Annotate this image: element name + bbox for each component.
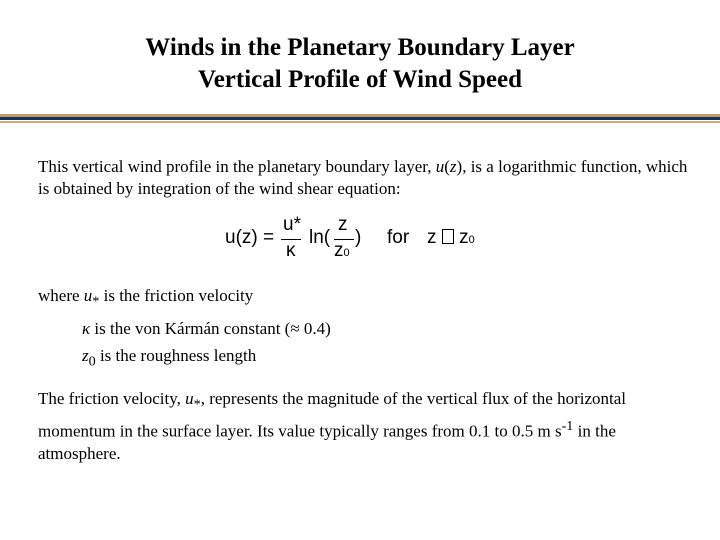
log-wind-equation <box>225 214 485 264</box>
title-line-1: Winds in the Planetary Boundary Layer <box>145 34 575 61</box>
eq-for: for <box>387 227 410 248</box>
eq-rparen: ) <box>355 227 362 248</box>
def-friction-velocity: where $u_*$ is the friction velocity <box>38 286 254 310</box>
divider-gold-lower <box>0 121 720 123</box>
def-von-karman: κ is the von Kármán constant (≈ 0.4) <box>82 319 331 339</box>
divider-navy <box>0 117 720 120</box>
def-roughness-length: $z_0$ is the roughness length <box>82 346 257 370</box>
slide-title <box>0 32 720 96</box>
eq-condition: z z0 <box>427 227 475 248</box>
friction-velocity-paragraph: The friction velocity, $u_*$, represents the magnitude of the vertical flux of the horizontal momentum in the surface layer. Its value typically ranges from 0.1 to 0.5 m $s^{-1}$ in the atmosphere. <box>38 389 627 464</box>
eq-numerator: u* <box>283 214 301 235</box>
unknown-symbol-glyph <box>442 229 454 244</box>
eq-denominator: κ <box>286 240 296 261</box>
eq-lhs: u(z) = <box>225 227 275 248</box>
eq-ln: ln( <box>309 227 331 248</box>
eq-frac-den: z0 <box>334 240 350 261</box>
intro-paragraph: This vertical wind profile in the planetary boundary layer, u(z), is a logarithmic function, which is obtained by integration of the wind shear equation: <box>38 157 688 198</box>
eq-frac-num: z <box>338 214 348 235</box>
title-line-2: Vertical Profile of Wind Speed <box>197 66 523 93</box>
variable-definitions <box>38 282 331 376</box>
